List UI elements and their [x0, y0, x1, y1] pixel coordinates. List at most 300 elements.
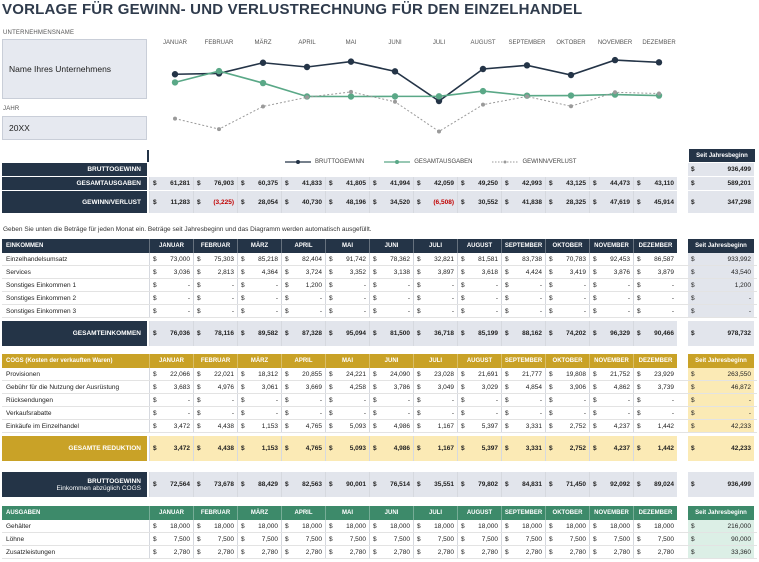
- table-row: [2, 266, 757, 279]
- amount-cell[interactable]: [545, 546, 589, 558]
- total-row: [2, 436, 757, 461]
- cell-value: 4,862: [613, 383, 630, 391]
- amount-cell[interactable]: [193, 533, 237, 545]
- total-cell[interactable]: [633, 321, 677, 346]
- amount-cell[interactable]: [545, 266, 589, 278]
- cell-value: 24,090: [390, 370, 410, 378]
- amount-cell[interactable]: [325, 546, 369, 558]
- cell-value: 41,994: [390, 180, 410, 187]
- amount-cell[interactable]: [589, 546, 633, 558]
- amount-cell[interactable]: [281, 520, 325, 532]
- amount-cell[interactable]: [501, 253, 545, 265]
- amount-cell[interactable]: [237, 253, 281, 265]
- amount-cell[interactable]: [545, 420, 589, 432]
- amount-cell[interactable]: [545, 394, 589, 406]
- cell-value: 41,838: [522, 198, 542, 206]
- amount-cell[interactable]: [457, 520, 501, 532]
- amount-cell[interactable]: [237, 520, 281, 532]
- cell-value: 4,976: [217, 383, 234, 391]
- amount-cell[interactable]: [149, 533, 193, 545]
- amount-cell[interactable]: [193, 266, 237, 278]
- amount-cell[interactable]: [325, 381, 369, 393]
- total-cell[interactable]: [545, 436, 589, 461]
- total-cell[interactable]: [193, 436, 237, 461]
- amount-cell[interactable]: [501, 546, 545, 558]
- amount-cell[interactable]: [413, 266, 457, 278]
- amount-cell[interactable]: [369, 305, 413, 317]
- amount-cell[interactable]: [457, 394, 501, 406]
- currency-sign: $: [153, 370, 157, 378]
- amount-cell[interactable]: [633, 279, 677, 291]
- total-cell[interactable]: [589, 436, 633, 461]
- amount-cell[interactable]: [325, 253, 369, 265]
- amount-cell[interactable]: [413, 279, 457, 291]
- summary-cell[interactable]: [545, 191, 589, 213]
- amount-cell[interactable]: [237, 420, 281, 432]
- amount-cell[interactable]: [149, 292, 193, 304]
- ytd-total-cell[interactable]: [688, 436, 754, 461]
- amount-cell[interactable]: [325, 394, 369, 406]
- summary-cell[interactable]: [413, 177, 457, 190]
- total-cell[interactable]: [413, 436, 457, 461]
- amount-cell[interactable]: [457, 407, 501, 419]
- amount-cell[interactable]: [589, 420, 633, 432]
- amount-cell[interactable]: [149, 266, 193, 278]
- amount-cell[interactable]: [369, 533, 413, 545]
- summary-cell[interactable]: [457, 191, 501, 213]
- currency-sign: $: [241, 307, 245, 315]
- amount-cell[interactable]: [589, 368, 633, 380]
- amount-cell[interactable]: [413, 292, 457, 304]
- amount-cell[interactable]: [281, 253, 325, 265]
- cell-value: 88,162: [522, 330, 542, 337]
- total-cell[interactable]: [281, 472, 325, 497]
- amount-cell[interactable]: [237, 292, 281, 304]
- ytd-total-cell[interactable]: [688, 321, 754, 346]
- ytd-cell[interactable]: [688, 520, 754, 532]
- amount-cell[interactable]: [545, 253, 589, 265]
- summary-cell[interactable]: [193, 191, 237, 213]
- total-cell[interactable]: [149, 321, 193, 346]
- amount-cell[interactable]: [193, 292, 237, 304]
- amount-cell[interactable]: [633, 520, 677, 532]
- amount-cell[interactable]: [633, 546, 677, 558]
- amount-cell[interactable]: [369, 279, 413, 291]
- amount-cell[interactable]: [193, 546, 237, 558]
- currency-sign: $: [417, 255, 421, 263]
- cell-value: 4,237: [613, 445, 630, 452]
- currency-sign: $: [241, 281, 245, 289]
- cell-value: 2,780: [569, 548, 586, 556]
- summary-cell[interactable]: [237, 191, 281, 213]
- amount-cell[interactable]: [457, 381, 501, 393]
- amount-cell[interactable]: [237, 546, 281, 558]
- cell-value: 5,397: [481, 422, 498, 430]
- total-cell[interactable]: [149, 472, 193, 497]
- currency-sign: $: [461, 383, 465, 391]
- total-cell[interactable]: [369, 472, 413, 497]
- total-cell[interactable]: [369, 436, 413, 461]
- amount-cell[interactable]: [369, 520, 413, 532]
- amount-cell[interactable]: [325, 292, 369, 304]
- cell-value: -: [627, 396, 630, 404]
- total-cell[interactable]: [413, 472, 457, 497]
- amount-cell[interactable]: [413, 394, 457, 406]
- amount-cell[interactable]: [149, 305, 193, 317]
- total-cell[interactable]: [545, 321, 589, 346]
- summary-cell[interactable]: [193, 177, 237, 190]
- amount-cell[interactable]: [501, 381, 545, 393]
- amount-cell[interactable]: [457, 305, 501, 317]
- amount-cell[interactable]: [281, 279, 325, 291]
- amount-cell[interactable]: [413, 368, 457, 380]
- amount-cell[interactable]: [413, 520, 457, 532]
- ytd-cell[interactable]: [688, 266, 754, 278]
- amount-cell[interactable]: [149, 407, 193, 419]
- amount-cell[interactable]: [369, 292, 413, 304]
- amount-cell[interactable]: [501, 279, 545, 291]
- amount-cell[interactable]: [457, 533, 501, 545]
- currency-sign: $: [417, 383, 421, 391]
- amount-cell[interactable]: [325, 368, 369, 380]
- currency-sign: $: [549, 180, 553, 187]
- total-cell[interactable]: [325, 472, 369, 497]
- row-label: Gehälter: [6, 522, 31, 530]
- currency-sign: $: [461, 522, 465, 530]
- summary-cell[interactable]: [633, 191, 677, 213]
- amount-cell[interactable]: [149, 253, 193, 265]
- amount-cell[interactable]: [281, 305, 325, 317]
- amount-cell[interactable]: [633, 368, 677, 380]
- amount-cell[interactable]: [237, 533, 281, 545]
- cell-value: 2,780: [217, 548, 234, 556]
- amount-cell[interactable]: [281, 368, 325, 380]
- month-header: NOVEMBER: [589, 239, 633, 253]
- amount-cell[interactable]: [193, 381, 237, 393]
- summary-cell[interactable]: [149, 177, 193, 190]
- amount-cell[interactable]: [501, 520, 545, 532]
- row-label: Provisionen: [6, 370, 40, 378]
- amount-cell[interactable]: [633, 394, 677, 406]
- amount-cell[interactable]: [589, 253, 633, 265]
- amount-cell[interactable]: [369, 253, 413, 265]
- amount-cell[interactable]: [545, 533, 589, 545]
- summary-cell[interactable]: [369, 191, 413, 213]
- amount-cell[interactable]: [545, 381, 589, 393]
- ytd-cell[interactable]: [688, 305, 754, 317]
- amount-cell[interactable]: [589, 305, 633, 317]
- currency-sign: $: [593, 281, 597, 289]
- total-cell[interactable]: [633, 472, 677, 497]
- summary-cell[interactable]: [149, 191, 193, 213]
- amount-cell[interactable]: [369, 394, 413, 406]
- amount-cell[interactable]: [589, 407, 633, 419]
- amount-cell[interactable]: [369, 407, 413, 419]
- total-cell[interactable]: [501, 436, 545, 461]
- amount-cell[interactable]: [501, 292, 545, 304]
- amount-cell[interactable]: [325, 420, 369, 432]
- total-sublabel: Einkommen abzüglich COGS: [56, 484, 141, 492]
- cell-value: 96,329: [610, 330, 630, 337]
- total-label-text: GESAMTE REDUKTION: [68, 445, 141, 452]
- amount-cell[interactable]: [193, 394, 237, 406]
- amount-cell[interactable]: [369, 381, 413, 393]
- cell-value: 76,903: [214, 180, 234, 187]
- amount-cell[interactable]: [501, 420, 545, 432]
- summary-cell[interactable]: [545, 177, 589, 190]
- summary-cell[interactable]: [237, 177, 281, 190]
- amount-cell[interactable]: [457, 368, 501, 380]
- amount-cell[interactable]: [193, 253, 237, 265]
- total-cell[interactable]: [369, 321, 413, 346]
- amount-cell[interactable]: [545, 292, 589, 304]
- summary-cell[interactable]: [589, 191, 633, 213]
- amount-cell[interactable]: [237, 279, 281, 291]
- ytd-cell[interactable]: [688, 381, 754, 393]
- summary-cell[interactable]: [325, 191, 369, 213]
- summary-cell[interactable]: [457, 177, 501, 190]
- chart-month-label: MÄRZ: [254, 40, 272, 46]
- amount-cell[interactable]: [545, 520, 589, 532]
- summary-ytd[interactable]: [688, 177, 754, 190]
- ytd-cell[interactable]: [688, 253, 754, 265]
- gross-profit-series-point: [568, 72, 574, 78]
- amount-cell[interactable]: [369, 368, 413, 380]
- amount-cell[interactable]: [633, 253, 677, 265]
- amount-cell[interactable]: [413, 407, 457, 419]
- total-row: [2, 321, 757, 346]
- ytd-cell[interactable]: [688, 407, 754, 419]
- total-cell[interactable]: [281, 436, 325, 461]
- summary-cell[interactable]: [413, 191, 457, 213]
- currency-sign: $: [593, 409, 597, 417]
- currency-sign: $: [285, 180, 289, 187]
- currency-sign: $: [241, 330, 245, 337]
- amount-cell[interactable]: [193, 279, 237, 291]
- cell-value: -: [495, 396, 498, 404]
- summary-ytd[interactable]: [688, 191, 754, 213]
- amount-cell[interactable]: [633, 292, 677, 304]
- company-name-input[interactable]: Name Ihres Unternehmens: [2, 39, 147, 99]
- instruction-text: Geben Sie unten die Beträge für jeden Monat ein. Beträge seit Jahresbeginn und das Diagramm werden automatisch ausgefüllt.: [3, 226, 372, 233]
- total-cell[interactable]: [457, 321, 501, 346]
- total-cell[interactable]: [545, 472, 589, 497]
- amount-cell[interactable]: [193, 368, 237, 380]
- amount-cell[interactable]: [237, 368, 281, 380]
- amount-cell[interactable]: [501, 407, 545, 419]
- amount-cell[interactable]: [281, 292, 325, 304]
- amount-cell[interactable]: [589, 381, 633, 393]
- amount-cell[interactable]: [589, 394, 633, 406]
- amount-cell[interactable]: [501, 266, 545, 278]
- summary-cell[interactable]: [281, 177, 325, 190]
- currency-sign: $: [285, 548, 289, 556]
- currency-sign: $: [505, 180, 509, 187]
- expenses-series-point: [480, 88, 486, 94]
- amount-cell[interactable]: [281, 420, 325, 432]
- amount-cell[interactable]: [413, 381, 457, 393]
- amount-cell[interactable]: [633, 420, 677, 432]
- ytd-cell[interactable]: [688, 279, 754, 291]
- amount-cell[interactable]: [589, 266, 633, 278]
- amount-cell[interactable]: [457, 420, 501, 432]
- amount-cell[interactable]: [193, 520, 237, 532]
- amount-cell[interactable]: [589, 520, 633, 532]
- total-cell[interactable]: [237, 436, 281, 461]
- currency-sign: $: [505, 370, 509, 378]
- amount-cell[interactable]: [633, 533, 677, 545]
- amount-cell[interactable]: [545, 407, 589, 419]
- amount-cell[interactable]: [633, 305, 677, 317]
- total-cell[interactable]: [589, 472, 633, 497]
- currency-sign: $: [691, 307, 695, 315]
- amount-cell[interactable]: [325, 305, 369, 317]
- ytd-cell[interactable]: [688, 420, 754, 432]
- total-cell[interactable]: [193, 321, 237, 346]
- currency-sign: $: [417, 294, 421, 302]
- amount-cell[interactable]: [545, 279, 589, 291]
- total-cell[interactable]: [237, 321, 281, 346]
- amount-cell[interactable]: [325, 266, 369, 278]
- amount-cell[interactable]: [149, 420, 193, 432]
- amount-cell[interactable]: [237, 305, 281, 317]
- amount-cell[interactable]: [413, 533, 457, 545]
- amount-cell[interactable]: [281, 266, 325, 278]
- summary-cell[interactable]: [325, 177, 369, 190]
- cell-value: 34,520: [390, 198, 410, 206]
- amount-cell[interactable]: [501, 368, 545, 380]
- ytd-cell[interactable]: [688, 292, 754, 304]
- amount-cell[interactable]: [149, 394, 193, 406]
- cell-value: -: [319, 409, 322, 417]
- cell-value: -: [748, 409, 751, 417]
- summary-row: [2, 177, 757, 190]
- month-header: DEZEMBER: [633, 506, 677, 520]
- amount-cell[interactable]: [237, 407, 281, 419]
- amount-cell[interactable]: [501, 394, 545, 406]
- total-cell[interactable]: [633, 436, 677, 461]
- cell-value: 7,500: [613, 535, 630, 543]
- ytd-header: Seit Jahresbeginn: [688, 354, 754, 368]
- amount-cell[interactable]: [633, 381, 677, 393]
- amount-cell[interactable]: [589, 292, 633, 304]
- expenses-series-point: [260, 80, 266, 86]
- amount-cell[interactable]: [149, 520, 193, 532]
- total-cell[interactable]: [501, 321, 545, 346]
- amount-cell[interactable]: [589, 533, 633, 545]
- amount-cell[interactable]: [325, 279, 369, 291]
- amount-cell[interactable]: [237, 381, 281, 393]
- amount-cell[interactable]: [545, 305, 589, 317]
- year-input[interactable]: 20XX: [2, 116, 147, 140]
- amount-cell[interactable]: [369, 420, 413, 432]
- amount-cell[interactable]: [325, 533, 369, 545]
- amount-cell[interactable]: [369, 266, 413, 278]
- amount-cell[interactable]: [457, 266, 501, 278]
- profit-loss-series-line: [175, 92, 659, 132]
- amount-cell[interactable]: [457, 279, 501, 291]
- chart-month-labels: [153, 40, 681, 50]
- summary-ytd[interactable]: [688, 163, 754, 176]
- total-cell[interactable]: [193, 472, 237, 497]
- ytd-cell[interactable]: [688, 546, 754, 558]
- amount-cell[interactable]: [501, 305, 545, 317]
- cell-value: -: [363, 409, 366, 417]
- summary-cell[interactable]: [281, 191, 325, 213]
- summary-cell[interactable]: [369, 177, 413, 190]
- currency-sign: $: [417, 522, 421, 530]
- month-header: SEPTEMBER: [501, 506, 545, 520]
- amount-cell[interactable]: [149, 279, 193, 291]
- currency-sign: $: [593, 422, 597, 430]
- amount-cell[interactable]: [281, 546, 325, 558]
- amount-cell[interactable]: [237, 266, 281, 278]
- amount-cell[interactable]: [589, 279, 633, 291]
- currency-sign: $: [373, 383, 377, 391]
- amount-cell[interactable]: [149, 381, 193, 393]
- summary-cell[interactable]: [501, 177, 545, 190]
- amount-cell[interactable]: [281, 394, 325, 406]
- amount-cell[interactable]: [325, 520, 369, 532]
- amount-cell[interactable]: [193, 407, 237, 419]
- amount-cell[interactable]: [501, 533, 545, 545]
- amount-cell[interactable]: [413, 546, 457, 558]
- cell-value: -: [231, 409, 234, 417]
- currency-sign: $: [329, 535, 333, 543]
- summary-cell[interactable]: [501, 191, 545, 213]
- ytd-cell[interactable]: [688, 533, 754, 545]
- amount-cell[interactable]: [545, 368, 589, 380]
- amount-cell[interactable]: [237, 394, 281, 406]
- currency-sign: $: [417, 422, 421, 430]
- amount-cell[interactable]: [149, 368, 193, 380]
- ytd-cell[interactable]: [688, 394, 754, 406]
- cell-value: 7,500: [261, 535, 278, 543]
- amount-cell[interactable]: [325, 407, 369, 419]
- amount-cell[interactable]: [193, 305, 237, 317]
- amount-cell[interactable]: [413, 420, 457, 432]
- amount-cell[interactable]: [369, 546, 413, 558]
- amount-cell[interactable]: [149, 546, 193, 558]
- total-cell[interactable]: [237, 472, 281, 497]
- total-cell[interactable]: [325, 321, 369, 346]
- summary-cell[interactable]: [589, 177, 633, 190]
- amount-cell[interactable]: [457, 546, 501, 558]
- summary-cell[interactable]: [633, 177, 677, 190]
- amount-cell[interactable]: [413, 305, 457, 317]
- amount-cell[interactable]: [281, 407, 325, 419]
- total-cell[interactable]: [281, 321, 325, 346]
- ytd-cell[interactable]: [688, 368, 754, 380]
- total-cell[interactable]: [589, 321, 633, 346]
- amount-cell[interactable]: [633, 407, 677, 419]
- currency-sign: $: [505, 535, 509, 543]
- amount-cell[interactable]: [457, 253, 501, 265]
- amount-cell[interactable]: [457, 292, 501, 304]
- ytd-total-cell[interactable]: [688, 472, 754, 497]
- amount-cell[interactable]: [281, 381, 325, 393]
- total-cell[interactable]: [413, 321, 457, 346]
- amount-cell[interactable]: [413, 253, 457, 265]
- amount-cell[interactable]: [193, 420, 237, 432]
- total-cell[interactable]: [149, 436, 193, 461]
- amount-cell[interactable]: [281, 533, 325, 545]
- total-cell[interactable]: [457, 472, 501, 497]
- total-cell[interactable]: [325, 436, 369, 461]
- total-cell[interactable]: [457, 436, 501, 461]
- total-cell[interactable]: [501, 472, 545, 497]
- amount-cell[interactable]: [633, 266, 677, 278]
